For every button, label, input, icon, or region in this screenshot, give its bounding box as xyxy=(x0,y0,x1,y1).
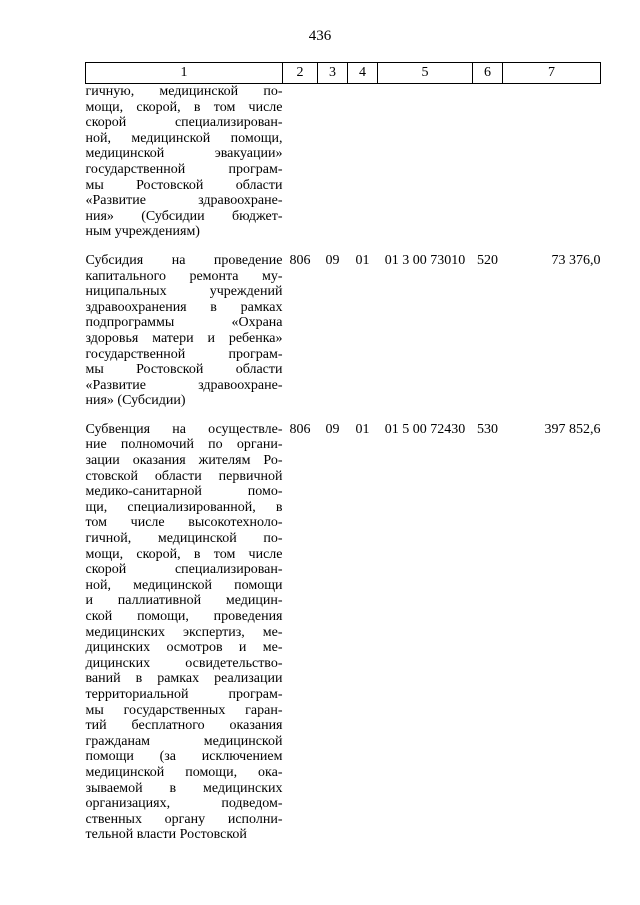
table-row xyxy=(86,422,601,843)
subsection-code-cell xyxy=(348,84,378,240)
description-line: здравоохранения в рамках xyxy=(85,299,283,315)
column-header: 6 xyxy=(473,63,503,84)
row-description xyxy=(86,84,283,240)
description-line: скорой специализирован- xyxy=(85,115,283,131)
description-line: гичную, медицинской по- xyxy=(85,84,283,99)
description-line: мы государственных гаран- xyxy=(85,702,283,718)
column-header: 1 xyxy=(86,63,283,84)
spacer-cell xyxy=(86,409,601,422)
column-header: 4 xyxy=(348,63,378,84)
row-spacer xyxy=(86,409,601,422)
row-description xyxy=(86,422,283,843)
ministry-code-cell: 806 xyxy=(289,421,311,437)
description-line: ным учреждениям) xyxy=(85,224,200,240)
description-line: организациях, подведом- xyxy=(85,796,283,812)
subsection-code-cell: 01 xyxy=(355,252,370,268)
description-line: щи, специализированной, в xyxy=(85,499,283,515)
description-line: дицинских освидетельство- xyxy=(85,655,283,671)
description-line: «Развитие здравоохране- xyxy=(85,377,283,393)
description-line: государственной програм- xyxy=(85,346,283,362)
subsection-code-cell: 01 xyxy=(355,421,370,437)
expense-type-cell: 520 xyxy=(477,252,498,268)
description-line: медико-санитарной помо- xyxy=(85,484,283,500)
description-line: «Развитие здравоохране- xyxy=(85,193,283,209)
amount-cell: 397 852,6 xyxy=(544,421,601,437)
column-header: 7 xyxy=(503,63,601,84)
description-line: зации оказания жителям Ро- xyxy=(85,453,283,469)
description-line: том числе высокотехноло- xyxy=(85,515,283,531)
description-line: стовской области первичной xyxy=(85,468,283,484)
description-line: Субвенция на осуществле- xyxy=(85,421,283,437)
description-line: помощи (за исключением xyxy=(85,749,283,765)
description-line: и паллиативной медицин- xyxy=(85,593,283,609)
expense-type-cell xyxy=(473,84,503,240)
description-line: гражданам медицинской xyxy=(85,733,283,749)
description-line: ние полномочий по органи- xyxy=(85,437,283,453)
column-header: 3 xyxy=(318,63,348,84)
target-article-cell xyxy=(378,84,473,240)
table-header-row xyxy=(86,63,601,84)
description-line: здоровья матери и ребенка» xyxy=(85,330,283,346)
ministry-code-cell: 806 xyxy=(289,252,311,268)
description-line: мы Ростовской области xyxy=(85,177,283,193)
section-code-cell: 09 xyxy=(325,252,340,268)
description-line: ственных органу исполни- xyxy=(85,811,283,827)
description-line: дицинских осмотров и ме- xyxy=(85,640,283,656)
table-row xyxy=(86,84,601,240)
description-line: государственной програм- xyxy=(85,161,283,177)
row-spacer xyxy=(86,240,601,253)
column-header: 2 xyxy=(283,63,318,84)
description-line: ниципальных учреждений xyxy=(85,284,283,300)
description-line: медицинских экспертиз, ме- xyxy=(85,624,283,640)
description-line: подпрограммы «Охрана xyxy=(85,315,283,331)
description-line: мощи, скорой, в том числе xyxy=(85,546,283,562)
row-description xyxy=(86,253,283,409)
description-line: мы Ростовской области xyxy=(85,362,283,378)
description-line: территориальной програм- xyxy=(85,686,283,702)
amount-cell: 73 376,0 xyxy=(551,252,601,268)
target-article-cell: 01 5 00 72430 xyxy=(384,421,466,437)
description-line: тий бесплатного оказания xyxy=(85,718,283,734)
description-line: капитального ремонта му- xyxy=(85,268,283,284)
description-line: Субсидия на проведение xyxy=(85,252,283,268)
page-number: 436 xyxy=(308,28,332,44)
description-line: ной, медицинской помощи, xyxy=(85,130,283,146)
description-line: медицинской помощи, ока- xyxy=(85,764,283,780)
expense-type-cell: 530 xyxy=(477,421,498,437)
spacer-cell xyxy=(86,240,601,253)
table-row xyxy=(86,253,601,409)
description-line: ваний в рамках реализации xyxy=(85,671,283,687)
budget-table xyxy=(85,62,601,843)
description-line: ской помощи, проведения xyxy=(85,609,283,624)
description-line: ной, медицинской помощи xyxy=(85,577,283,593)
description-line: скорой специализирован- xyxy=(85,562,283,578)
section-code-cell xyxy=(318,84,348,240)
section-code-cell: 09 xyxy=(325,421,340,437)
description-line: зываемой в медицинских xyxy=(85,780,283,796)
description-line: тельной власти Ростовской xyxy=(85,827,247,843)
ministry-code-cell xyxy=(283,84,318,240)
column-header: 5 xyxy=(378,63,473,84)
description-line: ния» (Субсидии бюджет- xyxy=(85,208,283,224)
target-article-cell: 01 3 00 73010 xyxy=(384,252,466,268)
description-line: медицинской эвакуации» xyxy=(85,146,283,162)
description-line: гичной, медицинской по- xyxy=(85,531,283,547)
description-line: ния» (Субсидии) xyxy=(85,393,186,409)
amount-cell xyxy=(503,84,601,240)
description-line: мощи, скорой, в том числе xyxy=(85,99,283,115)
